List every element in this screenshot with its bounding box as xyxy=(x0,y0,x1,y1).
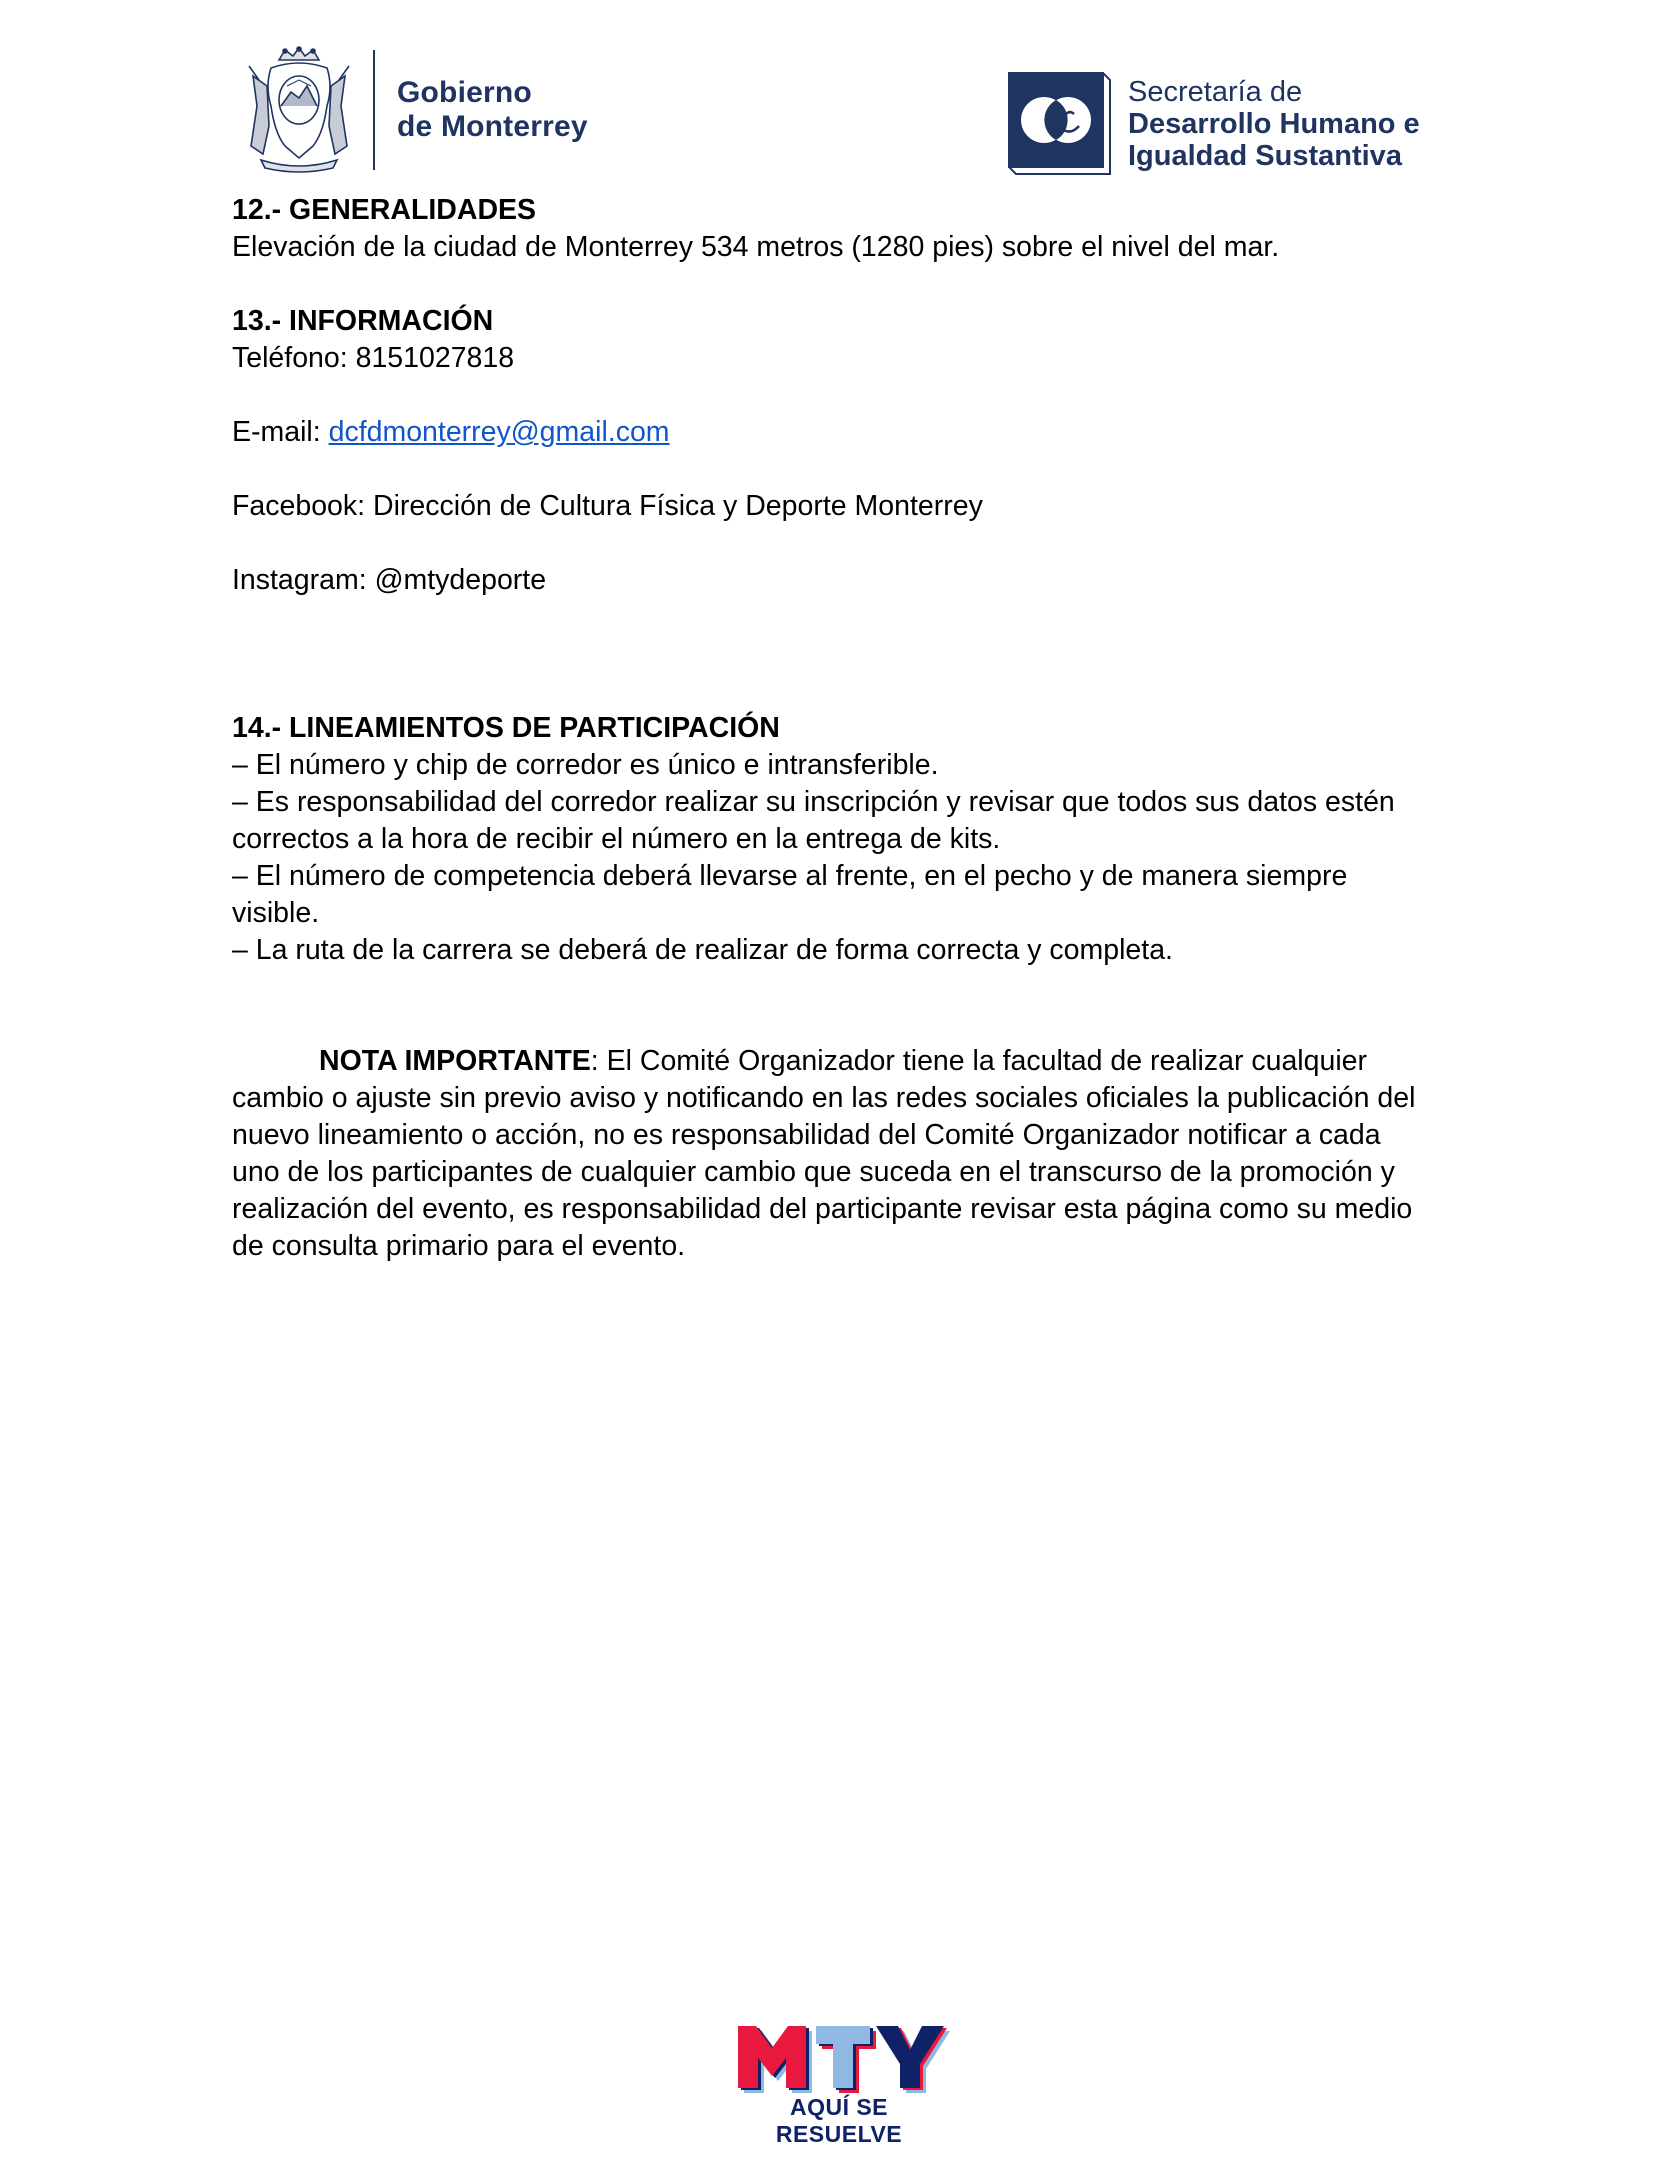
nota-text: : El Comité Organizador tiene la facultad de realizar cualquier cambio o ajuste sin previo aviso y notificando en las redes sociales oficiales la publicación del nuevo lineamiento o acción, no es responsabilidad del Comité Organizador notificar a cada uno de los participantes de cualquier cambio que suceda en el transcurso de la promoción y realización del evento, es responsabilidad del participante revisar esta página como su medio de consulta primario para el evento. xyxy=(232,1045,1416,1262)
document-body xyxy=(232,192,1422,1265)
telefono-line xyxy=(232,340,1422,377)
gobierno-monterrey-logo xyxy=(243,45,588,175)
telefono-label: Teléfono: xyxy=(232,342,356,374)
mty-tagline: AQUÍ SE RESUELVE xyxy=(775,2094,903,2147)
book-venn-smile-icon xyxy=(1006,72,1112,176)
telefono-value: 8151027818 xyxy=(355,342,515,374)
email-line xyxy=(232,414,1422,451)
lineamiento-item: – La ruta de la carrera se deberá de realizar de forma correcta y completa. xyxy=(232,934,1173,966)
instagram-value: @mtydeporte xyxy=(374,564,547,596)
section-title-informacion: 13.- INFORMACIÓN xyxy=(232,305,494,337)
facebook-line xyxy=(232,488,1422,525)
secretaria-line2: Desarrollo Humano e xyxy=(1128,108,1420,140)
lineamiento-item: – El número y chip de corredor es único e intransferible. xyxy=(232,749,939,781)
instagram-label: Instagram: xyxy=(232,564,375,596)
secretaria-text xyxy=(1128,76,1420,172)
logo-divider xyxy=(373,50,375,170)
mty-wordmark-icon xyxy=(724,1998,954,2093)
gobierno-text xyxy=(397,76,588,144)
secretaria-logo xyxy=(1006,72,1420,176)
mty-logo xyxy=(724,1998,954,2147)
facebook-value: Dirección de Cultura Física y Deporte Monterrey xyxy=(373,490,983,522)
nota-importante xyxy=(232,1043,1422,1265)
section-title-lineamientos: 14.- LINEAMIENTOS DE PARTICIPACIÓN xyxy=(232,712,780,744)
coat-of-arms-seal-icon xyxy=(243,46,355,174)
gobierno-line2: de Monterrey xyxy=(397,110,588,143)
lineamiento-item: – Es responsabilidad del corredor realizar su inscripción y revisar que todos sus datos estén correctos a la hora de recibir el número en la entrega de kits. xyxy=(232,786,1395,855)
section-title-generalidades: 12.- GENERALIDADES xyxy=(232,194,537,226)
facebook-label: Facebook: xyxy=(232,490,373,522)
lineamiento-item: – El número de competencia deberá llevarse al frente, en el pecho y de manera siempre visible. xyxy=(232,860,1348,929)
email-link[interactable]: dcfdmonterrey@gmail.com xyxy=(328,416,670,448)
instagram-line xyxy=(232,562,1422,599)
secretaria-line1: Secretaría de xyxy=(1128,76,1303,108)
email-label: E-mail: xyxy=(232,416,329,448)
nota-label: NOTA IMPORTANTE xyxy=(319,1045,591,1077)
secretaria-line3: Igualdad Sustantiva xyxy=(1128,140,1402,172)
generalidades-text: Elevación de la ciudad de Monterrey 534 metros (1280 pies) sobre el nivel del mar. xyxy=(232,231,1280,263)
gobierno-line1: Gobierno xyxy=(397,76,532,109)
